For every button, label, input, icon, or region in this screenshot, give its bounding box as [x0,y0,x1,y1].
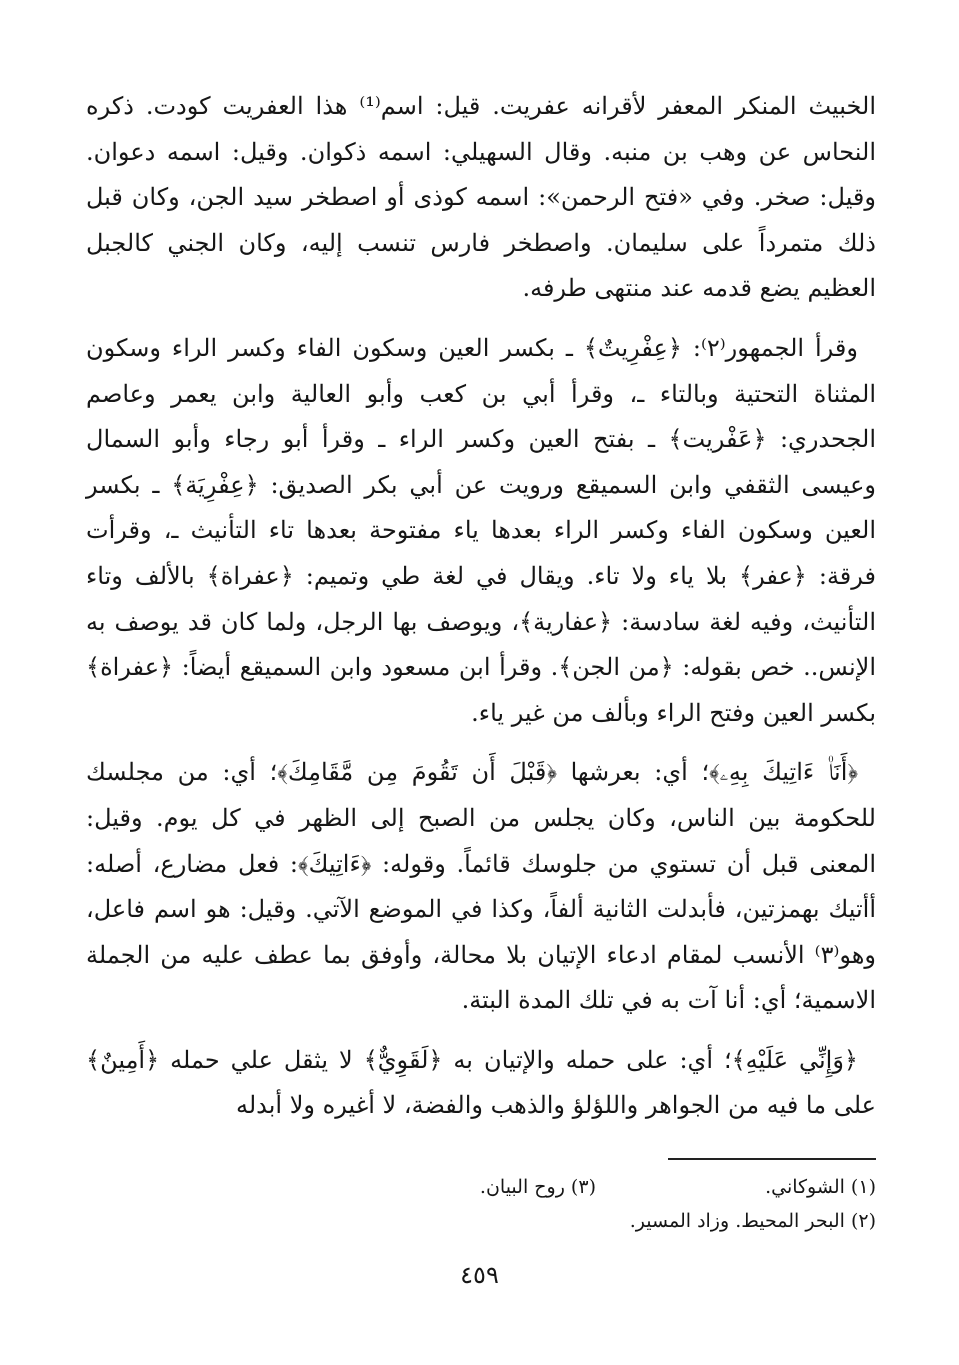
footnotes [86,1170,876,1238]
footnote-row-1 [86,1170,876,1204]
footnote-row-2 [86,1204,876,1238]
footnote-1: (١) الشوكاني. [765,1176,876,1198]
paragraph-1: الخبيث المنكر المعفر لأقرانه عفريت. قيل: اسم⁽¹⁾ هذا العفريت كودت. ذكره النحاس عن وهب بن منبه. وقال السهيلي: اسمه ذكوان. وقيل: اسمه دعوان. وقيل: صخر. وفي «فتح الرحمن»: اسمه كوذى أو اصطخر سيد الجن، وكان قبل ذلك متمرداً على سليمان. واصطخر فارس تنسب إليه، وكان الجني كالجبل العظيم يضع قدمه عند منتهى طرفه. [86,92,876,303]
paragraph-2: وقرأ الجمهور⁽٢⁾: ﴿عِفْرِيتٌ﴾ ـ بكسر العين وسكون الفاء وكسر الراء وسكون المثناة التحتية وبالتاء ـ، وقرأ أبي بن كعب وأبو العالية وابن يعمر وعاصم الجحدري: ﴿عَفْريت﴾ ـ بفتح العين وكسر الراء ـ وقرأ أبو رجاء وأبو السمال وعيسى الثقفي وابن السميقع ورويت عن أبي بكر الصديق: ﴿عِفْرِيَة﴾ ـ بكسر العين وسكون الفاء وكسر الراء بعدها ياء مفتوحة بعدها تاء التأنيث ـ، وقرأت فرقة: ﴿عفر﴾ بلا ياء ولا تاء. ويقال في لغة طي وتميم: ﴿عفراة﴾ بالألف وتاء التأنيث، وفيه لغة سادسة: ﴿عفارية﴾، ويوصف بها الرجل، ولما كان قد يوصف به الإنس.. خص بقوله: ﴿من الجن﴾. وقرأ ابن مسعود وابن السميقع أيضاً: ﴿عفراة﴾ بكسر العين وفتح الراء وبألف من غير ياء. [86,333,876,727]
page-number: ٤٥٩ [460,1261,499,1289]
footnote-3: (٣) روح البيان. [479,1176,596,1198]
footnote-2: (٢) البحر المحيط. وزاد المسير. [629,1210,876,1232]
footnote-separator [668,1158,876,1160]
body-text [86,84,876,1143]
paragraph-3: ﴿أَنَا۠ ءَاتِيكَ بِهِۦ﴾؛ أي: بعرشها ﴿قَبْلَ أَن تَقُومَ مِن مَّقَامِكَ﴾؛ أي: من مجلسك للحكومة بين الناس، وكان يجلس من الصبح إلى الظهر في كل يوم. وقيل: المعنى قبل أن تستوي من جلوسك قائماً. وقوله: ﴿ءَاتِيكَ﴾: فعل مضارع، أصله: أأتيك بهمزتين، فأبدلت الثانية ألفاً، وكذا في الموضع الآتي. وقيل: هو اسم فاعل، وهو⁽٣⁾ الأنسب لمقام ادعاء الإتيان بلا محالة، وأوفق بما عطف عليه من الجملة الاسمية؛ أي: أنا آت به في تلك المدة البتة. [86,758,876,1015]
paragraph-4: ﴿وَإِنِّي عَلَيْهِ﴾؛ أي: على حمله والإتيان به ﴿لَقَوِيٌّ﴾ لا يثقل علي حمله ﴿أَمِينٌ﴾ على ما فيه من الجواهر واللؤلؤ والذهب والفضة، لا أغيره ولا أبدله [86,1045,876,1120]
